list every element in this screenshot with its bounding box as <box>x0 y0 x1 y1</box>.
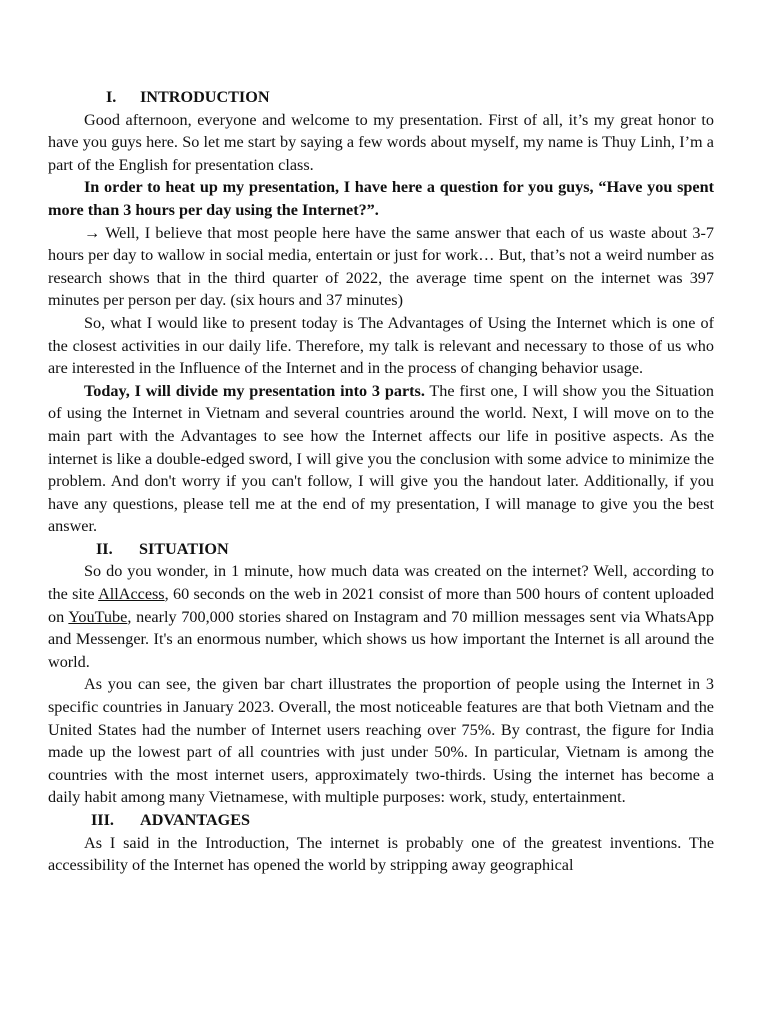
section-heading-situation <box>48 538 714 561</box>
stats-text-part: , nearly 700,000 stories shared on Instagram and 70 million messages sent via WhatsApp and Messenger. It's an enormous number, which shows us how important the Internet is all around the world. <box>48 607 714 671</box>
youtube-link[interactable]: YouTube <box>68 607 128 626</box>
section-title: INTRODUCTION <box>140 88 270 106</box>
paragraph-answer: → Well, I believe that most people here have the same answer that each of us waste about 3-7 hours per day to wallow in social media, entertain or just for work… But, that’s not a weird number as research shows that in the third quarter of 2022, the average time spent on the internet was 397 minutes per person per day. (six hours and 37 minutes) <box>48 223 714 310</box>
section-heading-advantages <box>48 809 714 832</box>
paragraph-advantages: As I said in the Introduction, The internet is probably one of the greatest inventions. The accessibility of the Internet has opened the world by stripping away geographical <box>48 833 714 875</box>
outline-lead: Today, I will divide my presentation into 3 parts. <box>84 381 425 400</box>
section-heading-introduction <box>48 86 714 109</box>
allaccess-link[interactable]: AllAccess <box>98 585 165 604</box>
section-number: II. <box>96 539 113 558</box>
document-page <box>48 86 714 877</box>
paragraph-greeting: Good afternoon, everyone and welcome to my presentation. First of all, it’s my great honor to have you guys here. So let me start by saying a few words about myself, my name is Thuy Linh, I’m a part of the English for presentation class. <box>48 110 714 174</box>
stats-text-part: , 60 seconds on the web in 2021 consist of more than 500 hours of content uploaded on <box>48 585 714 626</box>
section-number: III. <box>91 811 114 829</box>
paragraph-chart-description: As you can see, the given bar chart illustrates the proportion of people using the Internet in 3 specific countries in January 2023. Overall, the most noticeable features are that both Vietnam and the United States had the number of Internet users reaching over 75%. By contrast, the figure for India made up the lowest part of all countries with just under 50%. In particular, Vietnam is among the countries with the most internet users, approximately two-thirds. Using the internet has become a daily habit among many Vietnamese, with multiple purposes: work, study, entertainment. <box>48 675 714 807</box>
stats-text-part: So do you wonder, in 1 minute, how much data was created on the internet? Well, according to the site <box>48 562 714 604</box>
paragraph-outline <box>48 380 714 538</box>
paragraph-data-stats <box>48 560 714 673</box>
section-title: SITUATION <box>139 539 229 558</box>
paragraph-topic: So, what I would like to present today is The Advantages of Using the Internet which is one of the closest activities in our daily life. Therefore, my talk is relevant and necessary to those of us who are interested in the Influence of the Internet and in the process of changing behavior usage. <box>48 313 714 378</box>
section-number: I. <box>106 88 117 106</box>
section-title: ADVANTAGES <box>140 811 251 829</box>
paragraph-question: In order to heat up my presentation, I have here a question for you guys, “Have you spent more than 3 hours per day using the Internet?”. <box>48 178 714 219</box>
outline-body: The first one, I will show you the Situation of using the Internet in Vietnam and several countries around the world. Next, I will move on to the main part with the Advantages to see how the Internet affects our life in positive aspects. As the internet is like a double-edged sword, I will give you the conclusion with some advice to minimize the problem. And don't worry if you can't follow, I will give you the handout later. Additionally, if you have any questions, please tell me at the end of my presentation, I will manage to give you the best answer. <box>48 381 714 536</box>
